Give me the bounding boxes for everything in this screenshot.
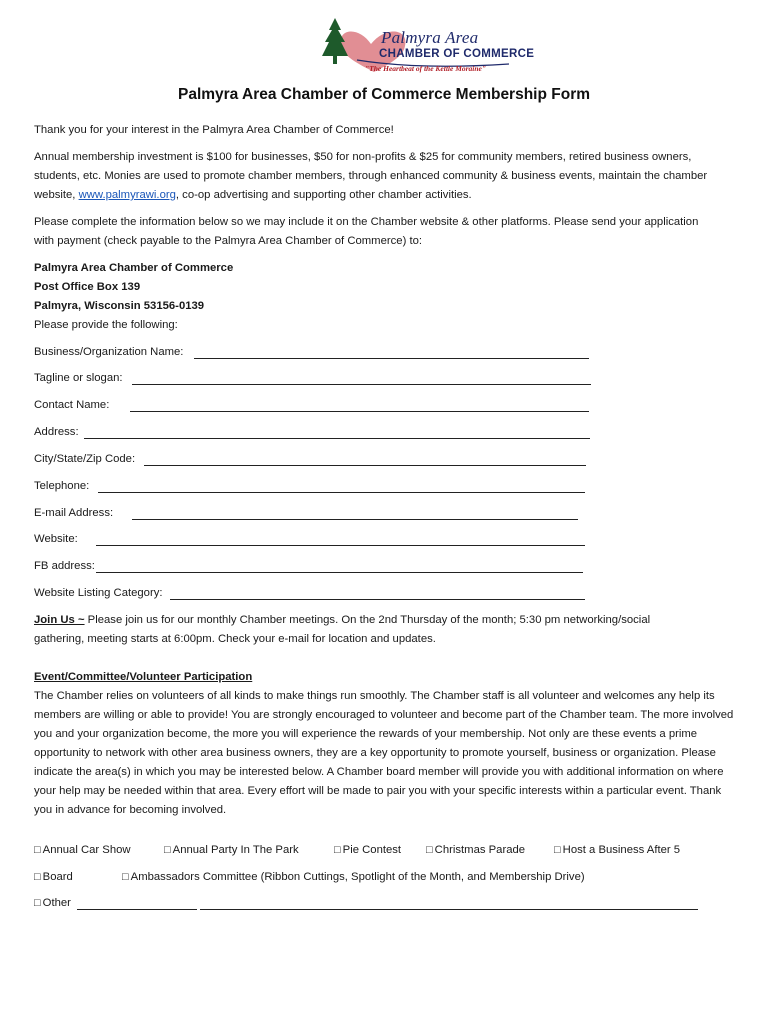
option-other-label: Other bbox=[42, 897, 71, 909]
option-other[interactable] bbox=[34, 894, 700, 913]
business-name-label: Business/Organization Name: bbox=[34, 346, 184, 358]
option-ambassadors-label: Ambassadors Committee (Ribbon Cuttings, Spotlight of the Month, and Membership Drive) bbox=[130, 871, 585, 883]
checkbox-icon[interactable]: □ bbox=[122, 871, 129, 883]
investment-paragraph bbox=[34, 148, 714, 205]
email-field[interactable] bbox=[34, 504, 594, 523]
listing-category-field[interactable] bbox=[34, 584, 594, 603]
fb-address-label: FB address: bbox=[34, 560, 95, 572]
telephone-label: Telephone: bbox=[34, 480, 90, 492]
checkbox-icon[interactable]: □ bbox=[34, 897, 41, 909]
option-car-show[interactable] bbox=[34, 841, 131, 860]
address-line-1: Palmyra Area Chamber of Commerce bbox=[34, 262, 234, 274]
option-pie-contest[interactable] bbox=[334, 841, 401, 860]
intro-text: Thank you for your interest in the Palmyra Area Chamber of Commerce! bbox=[34, 124, 394, 136]
website-line[interactable] bbox=[96, 545, 585, 546]
address-field[interactable] bbox=[34, 423, 594, 442]
checkbox-icon[interactable]: □ bbox=[334, 844, 341, 856]
option-pie-label: Pie Contest bbox=[342, 844, 402, 856]
checkbox-icon[interactable]: □ bbox=[34, 844, 41, 856]
website-link[interactable]: www.palmyrawi.org bbox=[78, 189, 176, 201]
option-party-label: Annual Party In The Park bbox=[172, 844, 299, 856]
email-label: E-mail Address: bbox=[34, 507, 114, 519]
option-car-show-label: Annual Car Show bbox=[42, 844, 131, 856]
other-line-1[interactable] bbox=[77, 909, 197, 910]
option-board-label: Board bbox=[42, 871, 73, 883]
option-party-in-park[interactable] bbox=[164, 841, 299, 860]
investment-text-end: , co-op advertising and supporting other chamber activities. bbox=[175, 189, 472, 201]
address-line-2: Post Office Box 139 bbox=[34, 281, 141, 293]
checkbox-icon[interactable]: □ bbox=[34, 871, 41, 883]
other-line-2[interactable] bbox=[200, 909, 698, 910]
checkbox-icon[interactable]: □ bbox=[554, 844, 561, 856]
website-field[interactable] bbox=[34, 530, 594, 549]
volunteer-title: Event/Committee/Volunteer Participation bbox=[34, 671, 253, 683]
address-line[interactable] bbox=[84, 438, 590, 439]
tagline-label: Tagline or slogan: bbox=[34, 372, 123, 384]
tagline-field[interactable] bbox=[34, 369, 594, 388]
option-host-business[interactable] bbox=[554, 841, 680, 860]
logo-tagline: "The Heartbeat of the Kettle Moraine" bbox=[365, 64, 487, 73]
city-state-zip-label: City/State/Zip Code: bbox=[34, 453, 136, 465]
business-name-field[interactable] bbox=[34, 343, 594, 362]
chamber-logo bbox=[319, 14, 535, 76]
option-parade-label: Christmas Parade bbox=[434, 844, 526, 856]
listing-category-line[interactable] bbox=[170, 599, 585, 600]
join-us-text: Please join us for our monthly Chamber meetings. On the 2nd Thursday of the month; 5:30 pm networking/social gathering, meeting starts at 6:00pm. Check your e-mail for location and updates. bbox=[34, 614, 651, 645]
contact-name-field[interactable] bbox=[34, 396, 594, 415]
address-line-3: Palmyra, Wisconsin 53156-0139 bbox=[34, 300, 205, 312]
business-name-line[interactable] bbox=[194, 358, 589, 359]
volunteer-text: The Chamber relies on volunteers of all kinds to make things run smoothly. The Chamber staff is all volunteer and welcomes any help its members are willing or able to provide! You are strongly encouraged to volunteer and become part of the Chamber team. The more involved you and your organization become, the more you will experience the rewards of your membership. Not only are these events a prime opportunity to network with other area business owners, they are a key opportunity to promote yourself, business or organization. Please indicate the area(s) in which you may be interested below. A Chamber board member will provide you with additional information on where your help may be needed within that area. Every effort will be made to pair you with your specific interests within a particular event. Thank you in advance for becoming involved. bbox=[34, 690, 734, 816]
fb-address-line[interactable] bbox=[96, 572, 583, 573]
website-label: Website: bbox=[34, 533, 78, 545]
contact-name-line[interactable] bbox=[130, 411, 589, 412]
provide-text: Please provide the following: bbox=[34, 319, 178, 331]
city-state-zip-field[interactable] bbox=[34, 450, 594, 469]
listing-category-label: Website Listing Category: bbox=[34, 587, 163, 599]
option-board[interactable] bbox=[34, 868, 73, 887]
page-title: Palmyra Area Chamber of Commerce Membership Form bbox=[177, 86, 591, 103]
checkbox-icon[interactable]: □ bbox=[164, 844, 171, 856]
join-us-paragraph bbox=[34, 611, 702, 649]
checkbox-icon[interactable]: □ bbox=[426, 844, 433, 856]
city-state-zip-line[interactable] bbox=[144, 465, 586, 466]
logo-name: Palmyra Area bbox=[381, 28, 479, 47]
option-host-label: Host a Business After 5 bbox=[562, 844, 681, 856]
fb-address-field[interactable] bbox=[34, 557, 594, 576]
investment-text: Annual membership investment is $100 for businesses, $50 for non-profits & $25 for community members, retired business owners, students, etc. Monies are used to promote chamber members, through enhanced community & business events, maintain the chamber website, bbox=[34, 151, 708, 201]
email-line[interactable] bbox=[132, 519, 578, 520]
option-ambassadors[interactable] bbox=[122, 868, 585, 887]
join-us-label: Join Us ~ bbox=[34, 614, 85, 626]
telephone-line[interactable] bbox=[98, 492, 585, 493]
contact-name-label: Contact Name: bbox=[34, 399, 110, 411]
telephone-field[interactable] bbox=[34, 477, 594, 496]
address-label: Address: bbox=[34, 426, 79, 438]
instructions-text: Please complete the information below so we may include it on the Chamber website & other platforms. Please send your application with payment (check payable to the Palmyra Area Chamber of Commerce) to: bbox=[34, 216, 699, 247]
logo-subtitle: CHAMBER OF COMMERCE bbox=[379, 48, 535, 60]
tagline-line[interactable] bbox=[132, 384, 591, 385]
option-christmas-parade[interactable] bbox=[426, 841, 525, 860]
